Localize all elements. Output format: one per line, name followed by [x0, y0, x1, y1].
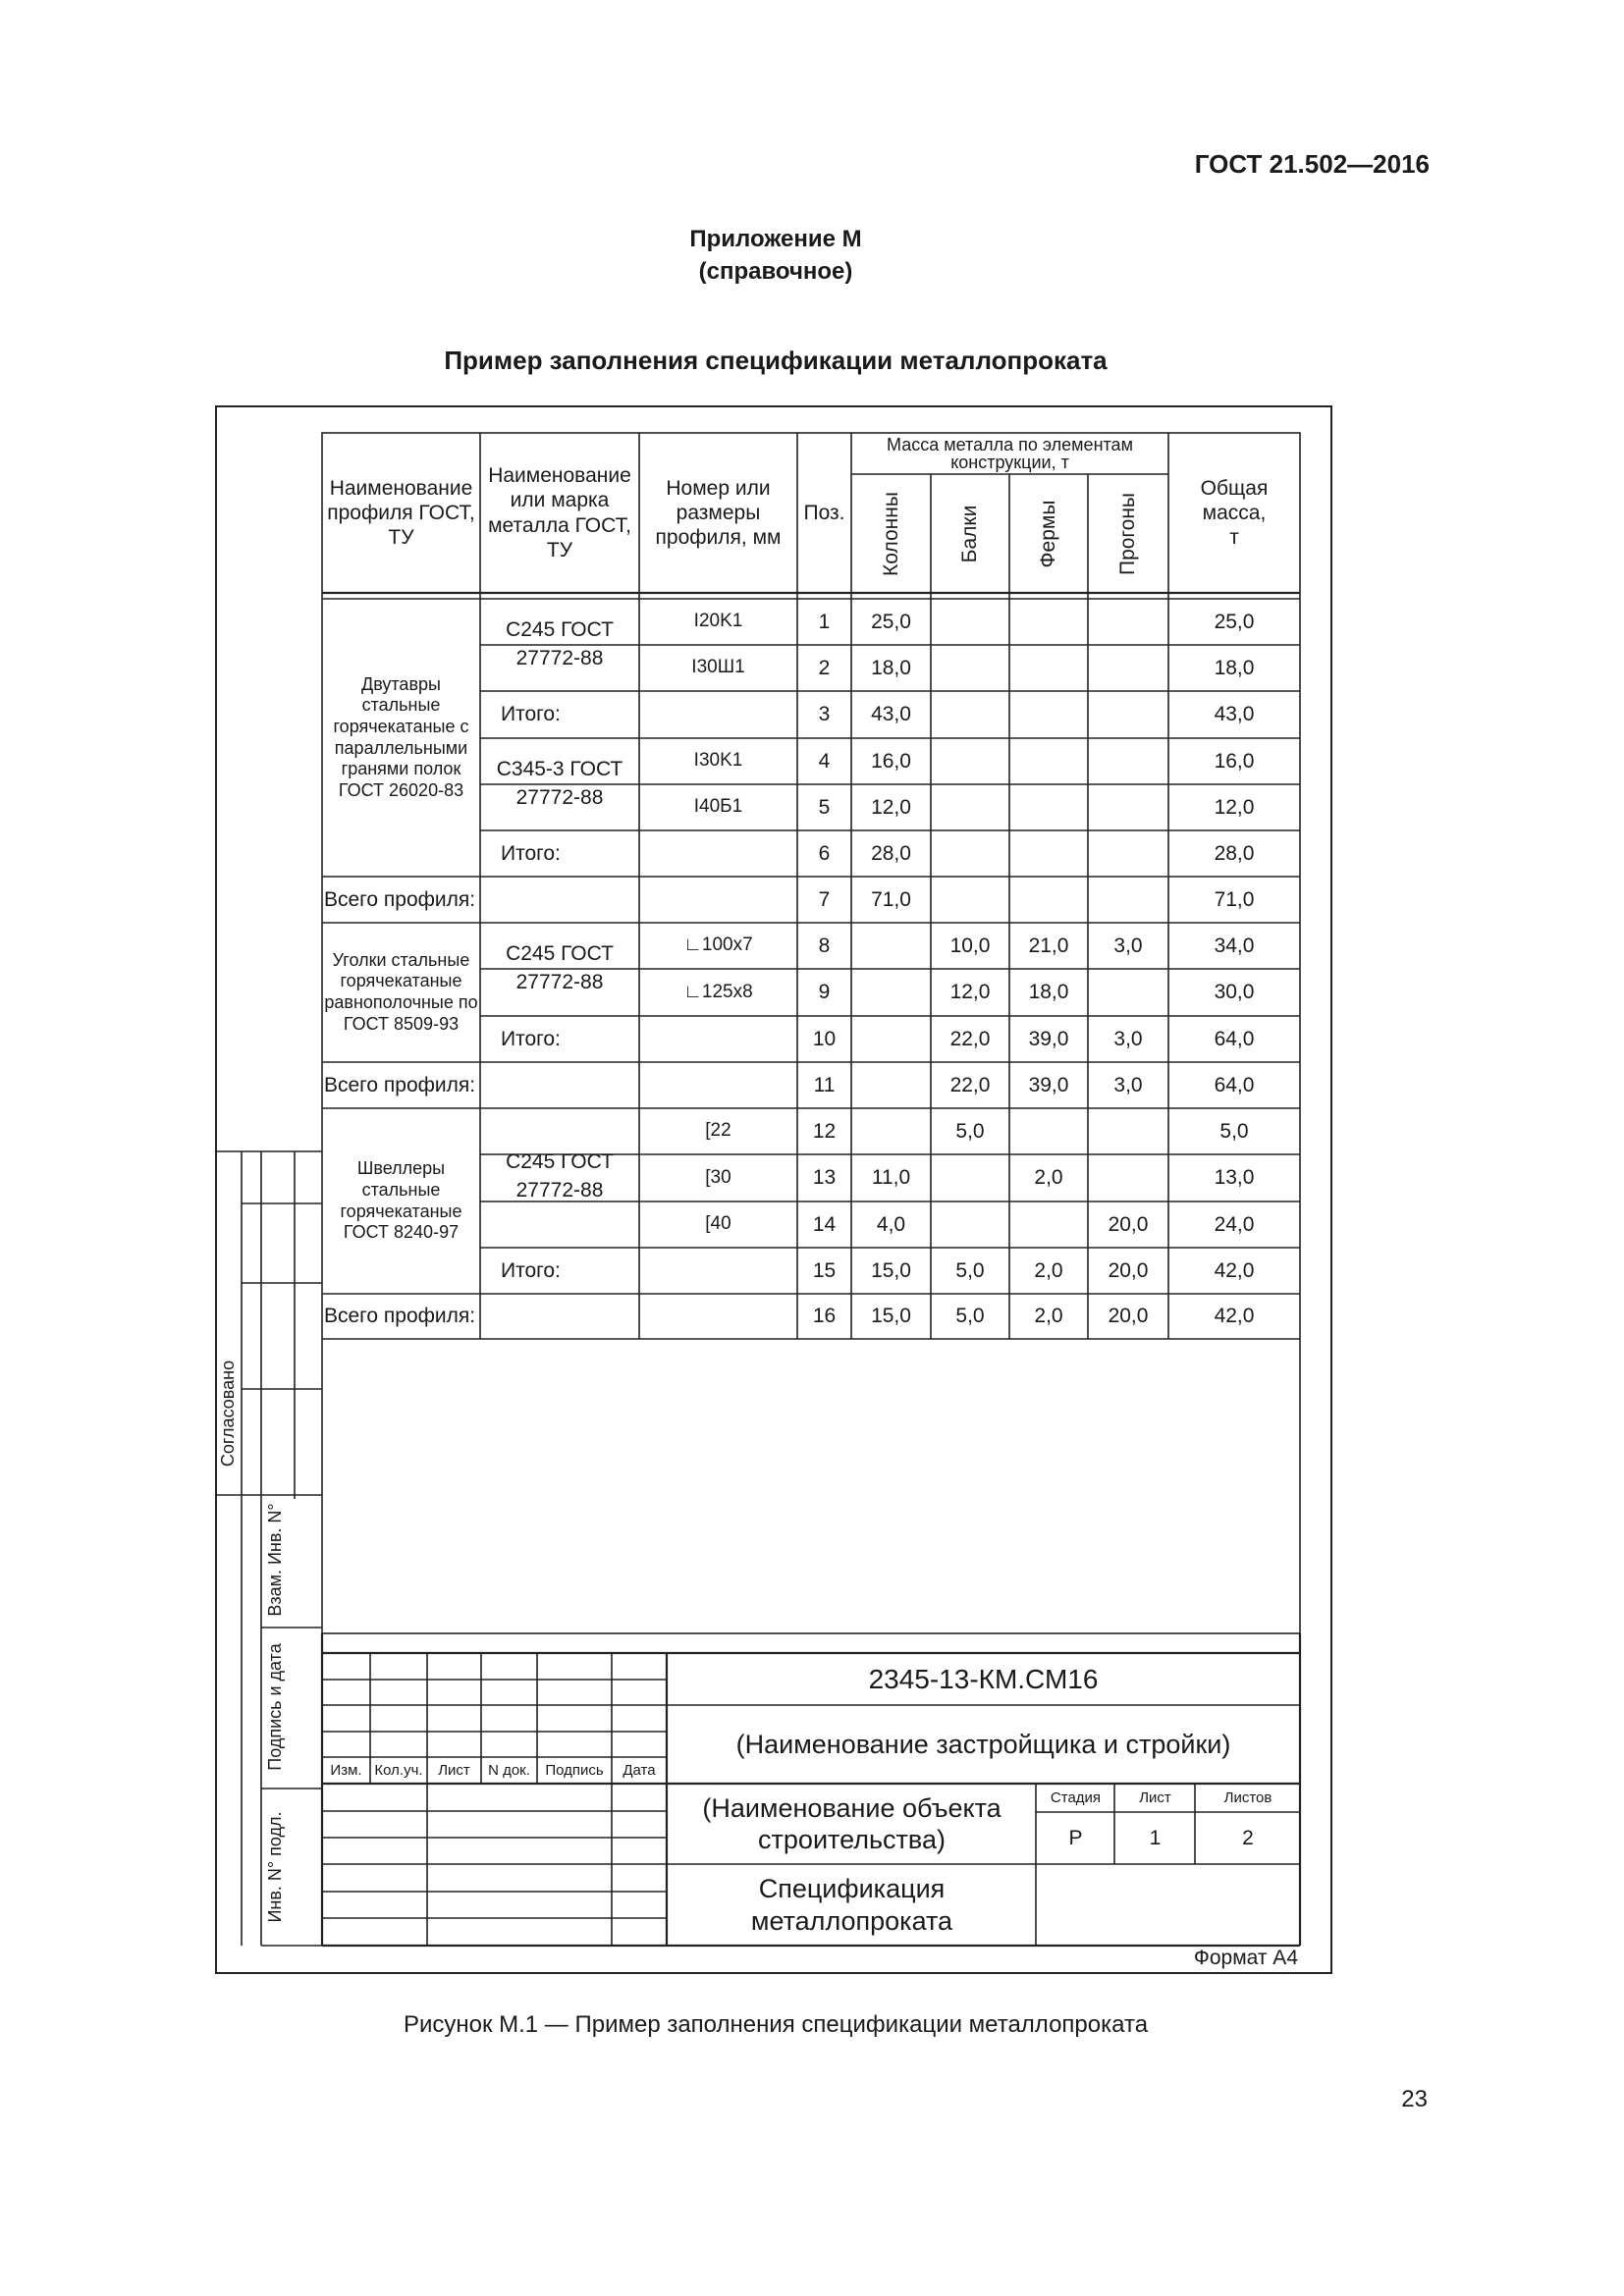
agreed-label: Согласовано [218, 1360, 238, 1468]
profile-size-cell [640, 691, 796, 738]
columns-mass-cell: 15,0 [871, 1305, 911, 1328]
profile-size-cell [640, 1016, 796, 1062]
format-label: Формат А4 [1193, 1947, 1298, 1969]
purlins-mass-cell: 20,0 [1108, 1305, 1149, 1328]
columns-mass-cell: 18,0 [871, 656, 911, 679]
profile-size-cell [640, 830, 796, 877]
section-title: Пример заполнения спецификации металлопроката [444, 346, 1108, 375]
purlins-mass-cell [1089, 1108, 1167, 1154]
subtotal-label: Итого: [501, 841, 561, 865]
page-number: 23 [1401, 2086, 1428, 2112]
purlins-mass-cell [1089, 645, 1167, 691]
columns-mass-cell [852, 1062, 930, 1108]
header-total: Общая масса, т [1200, 476, 1269, 550]
trusses-mass-cell: 21,0 [1028, 934, 1069, 957]
metal-name: С245 ГОСТ 27772-88 [506, 617, 614, 669]
sheet-value: 1 [1149, 1826, 1162, 1849]
total-mass-cell: 64,0 [1214, 1073, 1255, 1096]
beams-mass-cell [932, 784, 1008, 830]
trusses-mass-cell [1010, 877, 1087, 923]
header-beams: Балки [958, 505, 981, 563]
group-name: Двутавры стальные горячекатаные с параллельными гранями полок ГОСТ 26020-83 [333, 673, 469, 800]
total-mass-cell: 18,0 [1214, 656, 1255, 679]
position-cell: 13 [812, 1166, 837, 1190]
beams-mass-cell [932, 830, 1008, 877]
col-sign: Подпись [545, 1761, 604, 1779]
trusses-mass-cell: 2,0 [1034, 1305, 1063, 1328]
appendix-title: Приложение М [689, 226, 862, 252]
position-cell: 12 [812, 1119, 837, 1143]
total-mass-cell: 12,0 [1214, 795, 1255, 819]
header-pos: Поз. [803, 501, 845, 524]
sign-date-label: Подпись и дата [265, 1643, 285, 1771]
doc-code: ГОСТ 21.502—2016 [1194, 149, 1430, 179]
columns-mass-cell [852, 923, 930, 969]
object-name: (Наименование объекта строительства) [702, 1792, 1001, 1854]
purlins-mass-cell [1089, 599, 1167, 645]
group-name: Швеллеры стальные горячекатаные ГОСТ 8240-97 [340, 1158, 462, 1243]
group-name: Уголки стальные горячекатаные равнополочные по ГОСТ 8509-93 [324, 949, 478, 1034]
total-mass-cell: 71,0 [1214, 887, 1255, 911]
profile-size-cell [640, 1062, 796, 1108]
header-profile: Наименование профиля ГОСТ, ТУ [327, 476, 475, 550]
columns-mass-cell: 28,0 [871, 841, 911, 865]
total-mass-cell: 64,0 [1214, 1027, 1255, 1050]
position-cell: 15 [812, 1258, 837, 1282]
total-mass-cell: 13,0 [1214, 1166, 1255, 1190]
grand-total-label: Всего профиля: [324, 1073, 476, 1096]
beams-mass-cell: 5,0 [955, 1258, 985, 1282]
purlins-mass-cell [1089, 691, 1167, 738]
beams-mass-cell: 22,0 [949, 1027, 991, 1050]
stage-label: Стадия [1050, 1789, 1102, 1806]
drawing-name: Спецификация металлопроката [750, 1874, 953, 1936]
columns-mass-cell [852, 1016, 930, 1062]
col-ndoc: N док. [488, 1761, 530, 1779]
profile-size-cell [640, 1294, 796, 1339]
position-cell: 1 [818, 610, 831, 633]
header-purlins: Прогоны [1116, 492, 1139, 576]
columns-mass-cell: 25,0 [871, 610, 911, 633]
columns-mass-cell: 16,0 [871, 749, 911, 773]
metal-name: С245 ГОСТ 27772-88 [506, 941, 614, 993]
profile-size-cell: ∟125x8 [683, 981, 753, 1002]
position-cell: 8 [818, 934, 831, 957]
purlins-mass-cell [1089, 1154, 1167, 1201]
header-mass: Масса металла по элементам конструкции, т [887, 435, 1133, 472]
appendix-kind: (справочное) [698, 258, 853, 285]
beams-mass-cell [932, 1201, 1008, 1248]
position-cell: 6 [818, 841, 831, 865]
purlins-mass-cell [1089, 738, 1167, 784]
sheets-value: 2 [1242, 1826, 1254, 1849]
trusses-mass-cell: 39,0 [1028, 1073, 1069, 1096]
grand-total-label: Всего профиля: [324, 887, 476, 911]
total-mass-cell: 16,0 [1214, 749, 1255, 773]
position-cell: 9 [818, 981, 831, 1004]
header-trusses: Фермы [1037, 500, 1059, 568]
profile-size-cell: ∟100x7 [683, 934, 753, 956]
profile-size-cell: [30 [705, 1166, 731, 1188]
position-cell: 2 [818, 656, 831, 679]
position-cell: 3 [818, 703, 831, 726]
col-date: Дата [623, 1761, 656, 1779]
trusses-mass-cell: 2,0 [1034, 1166, 1063, 1190]
purlins-mass-cell: 3,0 [1113, 1027, 1143, 1050]
beams-mass-cell: 5,0 [955, 1305, 985, 1328]
trusses-mass-cell [1010, 599, 1087, 645]
profile-size-cell: I20K1 [693, 611, 743, 632]
total-mass-cell: 28,0 [1214, 841, 1255, 865]
header-columns: Колонны [880, 492, 902, 576]
metal-name: С245 ГОСТ 27772-88 [506, 1149, 614, 1201]
position-cell: 14 [812, 1212, 837, 1236]
grand-total-label: Всего профиля: [324, 1305, 476, 1328]
purlins-mass-cell: 3,0 [1113, 934, 1143, 957]
trusses-mass-cell: 18,0 [1028, 981, 1069, 1004]
beams-mass-cell: 5,0 [955, 1119, 985, 1143]
profile-size-cell [640, 877, 796, 923]
profile-size-cell: I40Б1 [693, 796, 743, 818]
trusses-mass-cell [1010, 1108, 1087, 1154]
trusses-mass-cell [1010, 645, 1087, 691]
inv-swap-label: Взам. Инв. N° [265, 1503, 285, 1617]
beams-mass-cell [932, 738, 1008, 784]
sheet-label: Лист [1139, 1789, 1171, 1806]
position-cell: 5 [818, 795, 831, 819]
beams-mass-cell [932, 1154, 1008, 1201]
purlins-mass-cell [1089, 969, 1167, 1016]
subtotal-label: Итого: [501, 703, 561, 726]
columns-mass-cell: 43,0 [871, 703, 911, 726]
total-mass-cell: 42,0 [1214, 1258, 1255, 1282]
profile-size-cell [640, 1248, 796, 1294]
total-mass-cell: 24,0 [1214, 1212, 1255, 1236]
client-name: (Наименование застройщика и стройки) [735, 1729, 1231, 1759]
col-izm: Изм. [330, 1761, 362, 1779]
beams-mass-cell [932, 877, 1008, 923]
total-mass-cell: 25,0 [1214, 610, 1255, 633]
sheets-label: Листов [1223, 1789, 1272, 1806]
columns-mass-cell: 11,0 [871, 1166, 911, 1190]
columns-mass-cell: 12,0 [871, 795, 911, 819]
beams-mass-cell: 12,0 [949, 981, 991, 1004]
trusses-mass-cell [1010, 1201, 1087, 1248]
total-mass-cell: 30,0 [1214, 981, 1255, 1004]
columns-mass-cell [852, 1108, 930, 1154]
trusses-mass-cell [1010, 784, 1087, 830]
total-mass-cell: 42,0 [1214, 1305, 1255, 1328]
inv-orig-label: Инв. N° подл. [265, 1811, 285, 1923]
stage-value: Р [1068, 1826, 1083, 1849]
columns-mass-cell [852, 969, 930, 1016]
purlins-mass-cell: 3,0 [1113, 1073, 1143, 1096]
col-kol: Кол.уч. [374, 1761, 423, 1779]
subtotal-label: Итого: [501, 1027, 561, 1050]
beams-mass-cell: 22,0 [949, 1073, 991, 1096]
trusses-mass-cell [1010, 830, 1087, 877]
col-list: Лист [438, 1761, 470, 1779]
subtotal-label: Итого: [501, 1258, 561, 1282]
trusses-mass-cell: 39,0 [1028, 1027, 1069, 1050]
profile-size-cell: [40 [705, 1213, 731, 1235]
position-cell: 7 [818, 887, 831, 911]
trusses-mass-cell [1010, 691, 1087, 738]
position-cell: 4 [818, 749, 831, 773]
trusses-mass-cell: 2,0 [1034, 1258, 1063, 1282]
figure-caption: Рисунок М.1 — Пример заполнения спецификации металлопроката [403, 2011, 1149, 2038]
trusses-mass-cell [1010, 738, 1087, 784]
columns-mass-cell: 71,0 [871, 887, 911, 911]
metal-name: С345-3 ГОСТ 27772-88 [496, 757, 623, 809]
beams-mass-cell: 10,0 [949, 934, 991, 957]
purlins-mass-cell [1089, 830, 1167, 877]
position-cell: 16 [812, 1305, 837, 1328]
profile-size-cell: I30Ш1 [691, 657, 745, 678]
beams-mass-cell [932, 645, 1008, 691]
total-mass-cell: 5,0 [1219, 1119, 1249, 1143]
header-size: Номер или размеры профиля, мм [655, 476, 782, 550]
position-cell: 10 [812, 1027, 837, 1050]
beams-mass-cell [932, 691, 1008, 738]
columns-mass-cell: 15,0 [871, 1258, 911, 1282]
purlins-mass-cell [1089, 877, 1167, 923]
profile-size-cell: I30K1 [693, 750, 743, 772]
total-mass-cell: 43,0 [1214, 703, 1255, 726]
purlins-mass-cell [1089, 784, 1167, 830]
purlins-mass-cell: 20,0 [1108, 1212, 1149, 1236]
total-mass-cell: 34,0 [1214, 934, 1255, 957]
purlins-mass-cell: 20,0 [1108, 1258, 1149, 1282]
columns-mass-cell: 4,0 [876, 1212, 906, 1236]
profile-size-cell: [22 [705, 1120, 731, 1142]
beams-mass-cell [932, 599, 1008, 645]
header-metal: Наименование или марка металла ГОСТ, ТУ [488, 464, 631, 561]
drawing-code: 2345-13-КМ.СМ16 [868, 1663, 1099, 1694]
position-cell: 11 [813, 1073, 836, 1096]
